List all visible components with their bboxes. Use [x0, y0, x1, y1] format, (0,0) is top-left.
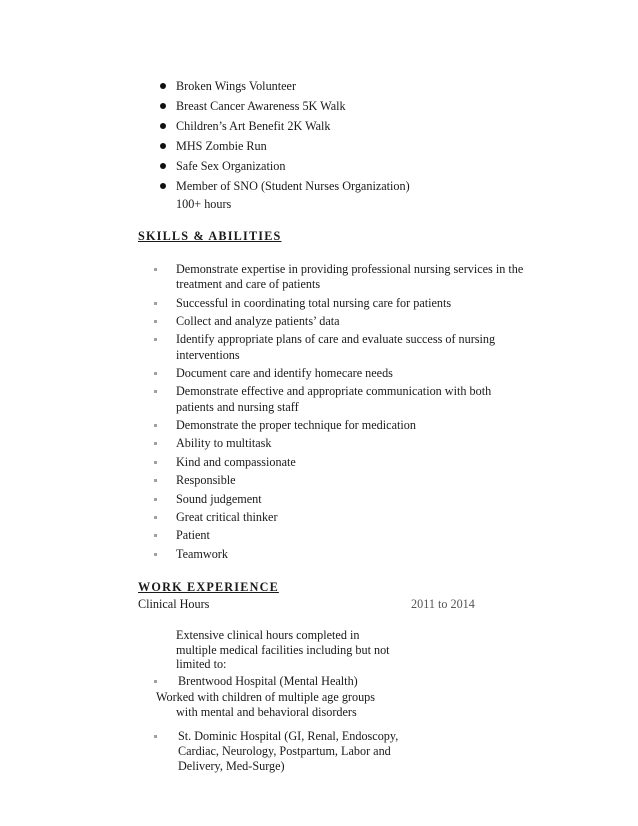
volunteer-item: Safe Sex Organization: [176, 159, 286, 173]
job-title: Clinical Hours: [138, 597, 210, 611]
list-item: [148, 510, 528, 525]
bullet-icon: [154, 553, 157, 556]
skill-text: Demonstrate the proper technique for medication: [176, 417, 416, 432]
skill-text: Ability to multitask: [176, 436, 272, 451]
list-item: [160, 118, 410, 138]
bullet-icon: [160, 103, 166, 109]
list-item: [148, 332, 528, 362]
skill-text: Document care and identify homecare needs: [176, 365, 393, 380]
facility-text: St. Dominic Hospital (GI, Renal, Endoscopy, Cardiac, Neurology, Postpartum, Labor and Delivery, Med-Surge): [178, 729, 399, 773]
bullet-icon: [160, 163, 166, 169]
list-item: [148, 455, 528, 470]
skill-text: Kind and compassionate: [176, 454, 296, 469]
facility-item: [148, 729, 416, 774]
bullet-icon: [154, 680, 157, 683]
list-item: [148, 384, 528, 414]
bullet-icon: [154, 390, 157, 393]
bullet-icon: [154, 424, 157, 427]
skill-text: Demonstrate effective and appropriate communication with both patients and nursing staff: [176, 384, 492, 414]
bullet-icon: [160, 123, 166, 129]
list-item: [148, 296, 528, 311]
volunteer-item: Member of SNO (Student Nurses Organization): [176, 179, 410, 193]
skill-text: Teamwork: [176, 546, 228, 561]
skill-text: Great critical thinker: [176, 509, 278, 524]
skill-text: Successful in coordinating total nursing care for patients: [176, 295, 452, 310]
volunteer-item: Children’s Art Benefit 2K Walk: [176, 119, 331, 133]
work-heading: WORK EXPERIENCE: [138, 580, 279, 594]
list-item: [148, 547, 528, 562]
note-line: with mental and behavioral disorders: [176, 705, 357, 719]
bullet-icon: [160, 183, 166, 189]
skills-list: [148, 262, 528, 565]
list-item: [148, 418, 528, 433]
note-line: Worked with children of multiple age groups: [156, 690, 376, 704]
bullet-icon: [154, 268, 157, 271]
skill-text: Patient: [176, 528, 210, 543]
skills-heading: SKILLS & ABILITIES: [138, 229, 282, 243]
bullet-icon: [160, 143, 166, 149]
volunteer-item: Broken Wings Volunteer: [176, 79, 297, 93]
list-item: [148, 262, 528, 292]
bullet-icon: [154, 372, 157, 375]
bullet-icon: [154, 516, 157, 519]
list-item: [148, 436, 528, 451]
skill-text: Collect and analyze patients’ data: [176, 313, 340, 328]
list-item: [148, 492, 528, 507]
list-item: [160, 178, 410, 198]
list-item: [160, 78, 410, 98]
facility-item: [148, 674, 448, 689]
skill-text: Sound judgement: [176, 491, 262, 506]
facility-note: [156, 690, 396, 720]
volunteer-hours: 100+ hours: [176, 197, 232, 211]
skill-text: Demonstrate expertise in providing professional nursing services in the treatment and care of patients: [176, 262, 524, 292]
volunteer-item: Breast Cancer Awareness 5K Walk: [176, 99, 346, 113]
list-item: [148, 473, 528, 488]
bullet-icon: [154, 302, 157, 305]
skill-text: Identify appropriate plans of care and evaluate success of nursing interventions: [176, 332, 496, 362]
bullet-icon: [154, 498, 157, 501]
job-description: Extensive clinical hours completed in multiple medical facilities including but not limited to:: [176, 628, 390, 671]
job-dates: 2011 to 2014: [411, 597, 475, 611]
bullet-icon: [154, 338, 157, 341]
volunteer-item: MHS Zombie Run: [176, 139, 267, 153]
skill-text: Responsible: [176, 473, 236, 488]
bullet-icon: [154, 461, 157, 464]
bullet-icon: [154, 479, 157, 482]
list-item: [160, 158, 410, 178]
volunteer-list: [160, 78, 410, 198]
list-item: [160, 98, 410, 118]
bullet-icon: [160, 83, 166, 89]
list-item: [148, 528, 528, 543]
bullet-icon: [154, 320, 157, 323]
list-item: [148, 366, 528, 381]
bullet-icon: [154, 735, 157, 738]
list-item: [148, 314, 528, 329]
bullet-icon: [154, 534, 157, 537]
facility-text: Brentwood Hospital (Mental Health): [178, 674, 358, 688]
bullet-icon: [154, 442, 157, 445]
list-item: [160, 138, 410, 158]
